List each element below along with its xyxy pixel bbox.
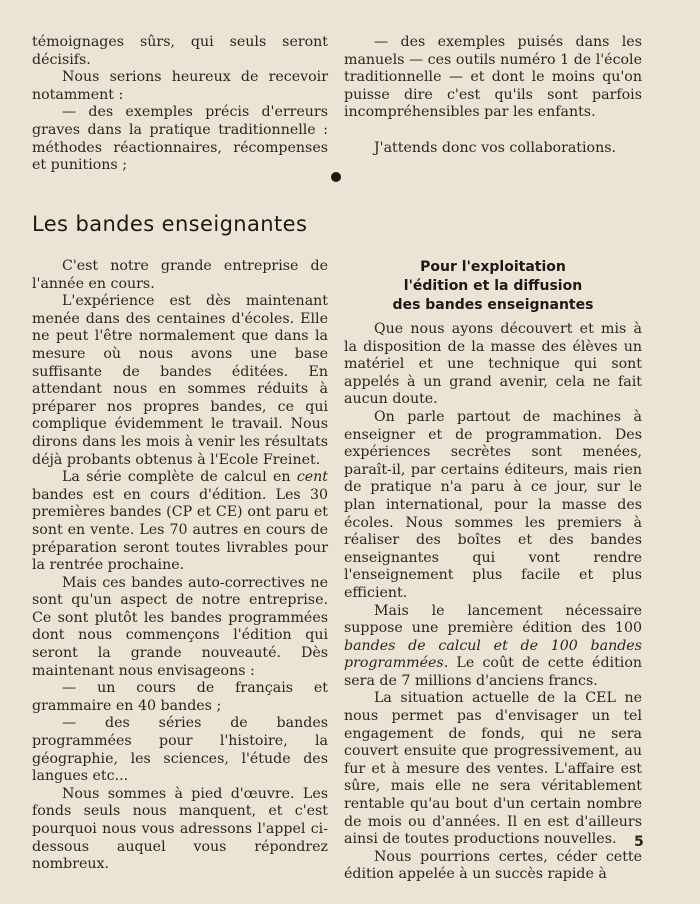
page-number: 5 — [634, 834, 644, 850]
paragraph: J'attends donc vos collaborations. — [374, 139, 617, 156]
paragraph: Mais ces bandes auto-correctives ne sont qu'un aspect de notre entreprise. Ce sont plutôt les bandes programmées dont nous commençons l'édition qui seront la grande nouveauté. Dès maintenant nous envisageons : — [32, 574, 328, 679]
sub-heading-line: l'édition et la diffusion — [403, 278, 583, 294]
emphasis: bandes de calcul et de 100 bandes programmées. — [344, 637, 642, 672]
sub-heading-line: Pour l'exploitation — [420, 259, 566, 275]
text-run: La série complète de calcul en — [62, 469, 297, 486]
paragraph: — un cours de français et grammaire en 40 bandes ; — [32, 680, 328, 714]
paragraph: Nous serions heureux de recevoir notamment : — [32, 69, 328, 103]
paragraph: — des exemples précis d'erreurs graves dans la pratique traditionnelle : méthodes réactionnaires, récompenses et punitions ; — [32, 104, 328, 174]
left-column — [32, 258, 328, 874]
text-run: bandes est en cours d'édition. Les 30 premières bandes (CP et CE) ont paru et sont en vente. Les 70 autres en cours de préparation seront toutes livrables pour la rentrée prochaine. — [32, 486, 328, 574]
sub-heading — [344, 258, 642, 315]
paragraph: C'est notre grande entreprise de l'année en cours. — [32, 258, 328, 292]
paragraph: Nous sommes à pied d'œuvre. Les fonds seuls nous manquent, et c'est pourquoi nous vous adressons l'appel ci-dessous auquel vous répondrez nombreux. — [32, 785, 328, 873]
paragraph: — des séries de bandes programmées pour l'histoire, la géographie, les sciences, l'étude des langues etc... — [32, 715, 328, 785]
text-run: Le coût de cette édition sera de 7 millions d'anciens francs. — [344, 655, 642, 689]
text-run: Mais le lancement nécessaire suppose une première édition des 100 — [344, 602, 642, 637]
top-left-column — [32, 34, 328, 175]
paragraph: — des exemples puisés dans les manuels — ces outils numéro 1 de l'école traditionnelle — et dont le moins qu'on puisse dire c'est qu'ils sont parfois incompréhensibles par les enfants. — [344, 34, 642, 121]
sub-heading-line: des bandes enseignantes — [392, 297, 594, 313]
paragraph: L'expérience est dès maintenant menée dans des centaines d'écoles. Elle ne peut l'être normalement que dans la mesure où nous avons une base suffisante de bandes éditées. En attendant nous en sommes réduits à préparer nos propres bandes, ce qui complique évidemment le travail. Nous dirons dans les mois à venir les résultats déjà probants obtenus à l'Ecole Freinet. — [32, 293, 328, 468]
top-right-column — [344, 34, 642, 158]
paragraph: La situation actuelle de la CEL ne nous permet pas d'envisager un tel engagement de fonds, qui ne sera couvert ensuite que progressivement, au fur et à mesure des ventes. L'affaire est sûre, mais elle ne sera véritablement rentable qu'au bout d'un certain nombre de mois ou d'années. Il en est d'ailleurs ainsi de toutes productions nouvelles. — [344, 690, 642, 848]
right-column — [344, 258, 642, 884]
paragraph: Que nous ayons découvert et mis à la disposition de la masse des élèves un matériel et une technique qui sont appelés à un grand avenir, cela ne fait aucun doute. — [344, 321, 642, 408]
paragraph: Nous pourrions certes, céder cette édition appelée à un succès rapide à — [344, 848, 642, 883]
paragraph: On parle partout de machines à enseigner et de programmation. Des expériences secrètes sont menées, paraît-il, par certains éditeurs, mais rien de pratique n'a paru à ce jour, sur le plan international, pour la masse des écoles. Nous sommes les premiers à réaliser des boîtes et des bandes enseignantes qui vont rendre l'enseignement plus facile et plus efficient. — [344, 408, 642, 601]
emphasis: cent — [296, 469, 328, 486]
paragraph — [32, 469, 328, 575]
paragraph: témoignages sûrs, qui seuls seront décisifs. — [32, 34, 328, 68]
section-separator-dot — [331, 172, 341, 182]
section-title: Les bandes enseignantes — [32, 212, 308, 236]
paragraph — [344, 603, 642, 691]
